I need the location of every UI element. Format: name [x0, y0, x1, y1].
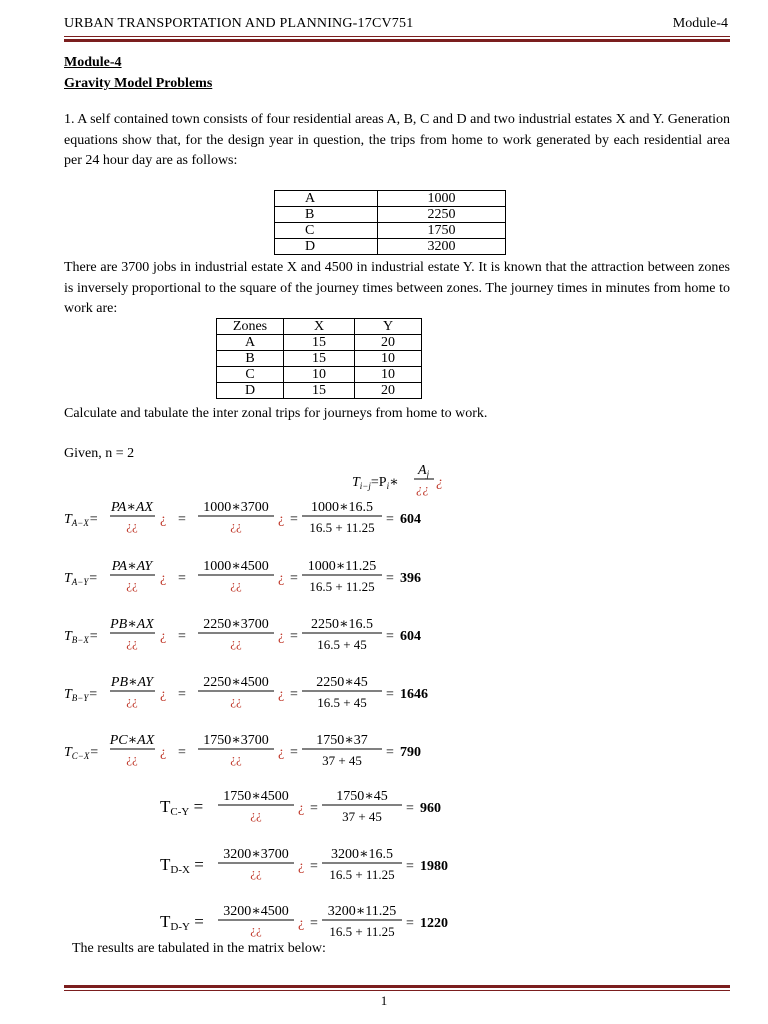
placeholder-glyph: ¿ — [278, 687, 285, 702]
computed-numerator: 3200∗11.25 — [327, 904, 397, 919]
placeholder-denominator: ¿¿ — [126, 518, 138, 533]
times-header-cell: Y — [355, 319, 422, 335]
numeric-numerator: 1000∗4500 — [203, 559, 269, 574]
times-cell: 15 — [284, 351, 355, 367]
computed-numerator: 3200∗16.5 — [330, 847, 394, 862]
placeholder-glyph: ¿ — [298, 859, 305, 874]
placeholder-denominator: ¿¿ — [230, 577, 242, 592]
placeholder-denominator: ¿¿ — [250, 807, 262, 822]
attraction-text: There are 3700 jobs in industrial estate X and 4500 in industrial estate Y. It is known that the attraction between zones is inversely proportional to the square of the journey times between zones. The journey times in minutes from home to work are: — [64, 260, 730, 316]
equals-sign: = — [178, 512, 186, 527]
trip-result: 1220 — [420, 916, 448, 931]
results-caption: The results are tabulated in the matrix below: — [72, 941, 326, 956]
equals-sign: = — [290, 571, 298, 586]
trip-result: 1646 — [400, 687, 428, 702]
equals-sign: = — [310, 916, 318, 931]
computed-numerator: 2250∗16.5 — [310, 617, 374, 632]
section-heading: Gravity Model Problems — [64, 76, 213, 91]
computed-denominator: 16.5 + 11.25 — [309, 579, 375, 594]
equals-sign: = — [406, 801, 414, 816]
trips-value: 3200 — [378, 239, 506, 255]
trips-value: 1000 — [378, 191, 506, 207]
equals-sign: = — [290, 629, 298, 644]
placeholder-denominator: ¿¿ — [230, 751, 242, 766]
equals-sign: = — [406, 859, 414, 874]
trips-area: C — [275, 223, 378, 239]
placeholder-denominator: ¿¿ — [126, 751, 138, 766]
times-cell: D — [217, 383, 284, 399]
placeholder-glyph: ¿ — [278, 745, 285, 760]
header-title: URBAN TRANSPORTATION AND PLANNING-17CV751 — [64, 16, 414, 31]
footer-rule-thin — [64, 990, 730, 991]
trip-result: 960 — [420, 801, 441, 816]
placeholder-denominator: ¿¿ — [250, 922, 262, 937]
computed-denominator: 16.5 + 11.25 — [329, 867, 395, 882]
numeric-numerator: 1750∗3700 — [203, 733, 269, 748]
trip-label: TC-Y = — [160, 797, 204, 818]
placeholder-denominator: ¿¿ — [126, 635, 138, 650]
times-cell: 10 — [355, 351, 422, 367]
times-header-cell: X — [284, 319, 355, 335]
trip-result: 1980 — [420, 859, 448, 874]
trip-result: 604 — [400, 629, 421, 644]
task-text: Calculate and tabulate the inter zonal trips for journeys from home to work. — [64, 406, 488, 421]
numeric-numerator: 3200∗4500 — [223, 904, 289, 919]
trip-result: 604 — [400, 512, 421, 527]
numeric-numerator: 2250∗3700 — [203, 617, 269, 632]
computed-denominator: 16.5 + 45 — [317, 695, 367, 710]
page-number: 1 — [380, 993, 388, 1008]
trips-value: 2250 — [378, 207, 506, 223]
computed-denominator: 16.5 + 11.25 — [329, 924, 395, 939]
times-cell: C — [217, 367, 284, 383]
trip-result: 396 — [400, 571, 421, 586]
times-cell: A — [217, 335, 284, 351]
placeholder-denominator: ¿¿ — [250, 865, 262, 880]
equals-sign: = — [386, 629, 394, 644]
trip-label: TD-X = — [160, 855, 204, 876]
calculation-list — [64, 500, 448, 939]
given-n: Given, n = 2 — [64, 446, 135, 461]
placeholder-denominator: ¿¿ — [230, 693, 242, 708]
times-cell: 20 — [355, 383, 422, 399]
symbolic-numerator: PA∗AX — [111, 500, 153, 515]
numeric-numerator: 3200∗3700 — [223, 847, 289, 862]
placeholder-glyph: ¿ — [160, 745, 167, 760]
computed-numerator: 1000∗11.25 — [307, 559, 377, 574]
general-formula-lhs: $T_{i-j}=P_i∗$ — [352, 475, 399, 491]
computed-numerator: 1750∗37 — [316, 733, 368, 748]
trips-area: A — [275, 191, 378, 207]
trips-area: B — [275, 207, 378, 223]
placeholder-glyph: ¿ — [298, 916, 305, 931]
trips-area: D — [275, 239, 378, 255]
equals-sign: = — [386, 745, 394, 760]
trip-label: $T_{A-X}=$ — [64, 512, 99, 528]
numeric-numerator: 2250∗4500 — [203, 675, 269, 690]
module-heading: Module-4 — [64, 55, 122, 70]
computed-numerator: 1000∗16.5 — [310, 500, 374, 515]
placeholder-glyph: ¿ — [160, 687, 167, 702]
equals-sign: = — [290, 745, 298, 760]
computed-denominator: 37 + 45 — [322, 753, 362, 768]
times-header-cell: Zones — [217, 319, 284, 335]
times-cell: 15 — [284, 335, 355, 351]
computed-denominator: 16.5 + 45 — [317, 637, 367, 652]
trip-label: $T_{B-X}=$ — [64, 629, 99, 645]
placeholder-denominator: ¿¿ — [126, 693, 138, 708]
placeholder-glyph: ¿ — [160, 512, 167, 527]
equals-sign: = — [386, 687, 394, 702]
symbolic-numerator: PB∗AX — [110, 617, 154, 632]
placeholder-denominator: ¿¿ — [230, 518, 242, 533]
equals-sign: = — [386, 512, 394, 527]
trip-label: TD-Y = — [160, 912, 204, 933]
symbolic-numerator: PC∗AX — [109, 733, 155, 748]
general-formula-tail: ¿ — [436, 475, 443, 490]
equals-sign: = — [406, 916, 414, 931]
equals-sign: = — [290, 687, 298, 702]
numeric-numerator: 1000∗3700 — [203, 500, 269, 515]
problem-intro: 1. A self contained town consists of four residential areas A, B, C and D and two industrial estates X and Y. Generation equations show that, for the design year in question, the trips from home to work generated by each residential area per 24 hour day are as follows: — [64, 112, 730, 168]
times-cell: 10 — [284, 367, 355, 383]
computed-denominator: 16.5 + 11.25 — [309, 520, 375, 535]
times-cell: B — [217, 351, 284, 367]
computed-numerator: 2250∗45 — [316, 675, 368, 690]
general-formula — [352, 463, 443, 496]
placeholder-glyph: ¿ — [278, 629, 285, 644]
symbolic-numerator: PB∗AY — [110, 675, 154, 690]
equals-sign: = — [310, 801, 318, 816]
general-formula-num: $A_j$ — [418, 463, 430, 479]
equals-sign: = — [178, 629, 186, 644]
general-formula-den: ¿¿ — [416, 481, 429, 496]
placeholder-glyph: ¿ — [278, 571, 285, 586]
times-cell: 20 — [355, 335, 422, 351]
placeholder-denominator: ¿¿ — [230, 635, 242, 650]
equals-sign: = — [310, 859, 318, 874]
placeholder-glyph: ¿ — [278, 512, 285, 527]
computed-denominator: 37 + 45 — [342, 809, 382, 824]
equals-sign: = — [178, 745, 186, 760]
computed-numerator: 1750∗45 — [336, 789, 388, 804]
trip-label: $T_{C-X}=$ — [64, 745, 99, 761]
placeholder-denominator: ¿¿ — [126, 577, 138, 592]
placeholder-glyph: ¿ — [160, 571, 167, 586]
equals-sign: = — [178, 687, 186, 702]
equals-sign: = — [386, 571, 394, 586]
symbolic-numerator: PA∗AY — [111, 559, 153, 574]
trip-label: $T_{A-Y}=$ — [64, 571, 98, 587]
header-module: Module-4 — [672, 16, 728, 31]
numeric-numerator: 1750∗4500 — [223, 789, 289, 804]
placeholder-glyph: ¿ — [160, 629, 167, 644]
equals-sign: = — [290, 512, 298, 527]
trip-label: $T_{B-Y}=$ — [64, 687, 98, 703]
equals-sign: = — [178, 571, 186, 586]
placeholder-glyph: ¿ — [298, 801, 305, 816]
times-cell: 10 — [355, 367, 422, 383]
times-cell: 15 — [284, 383, 355, 399]
footer-rule-thick — [64, 985, 730, 988]
trips-value: 1750 — [378, 223, 506, 239]
trip-result: 790 — [400, 745, 421, 760]
